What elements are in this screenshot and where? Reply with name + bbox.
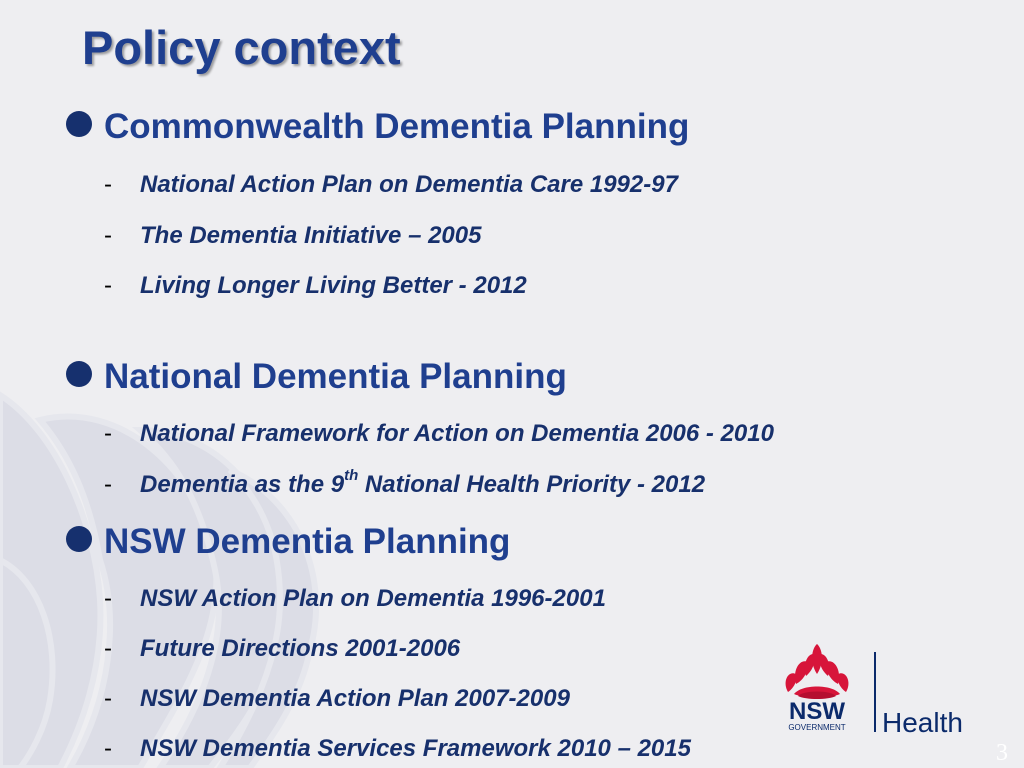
dash-marker: - — [104, 171, 112, 198]
list-item — [104, 684, 570, 714]
slide-number: 3 — [996, 740, 1008, 766]
dash-marker: - — [104, 272, 112, 299]
list-item — [104, 584, 606, 614]
logo-divider — [874, 652, 876, 732]
waratah-icon — [786, 644, 849, 699]
logo-government-text: GOVERNMENT — [788, 723, 846, 732]
list-item — [104, 734, 691, 764]
list-item-text: Future Directions 2001-2006 — [140, 635, 461, 662]
list-item-text: The Dementia Initiative – 2005 — [140, 222, 482, 249]
section-heading-label: National Dementia Planning — [104, 357, 567, 396]
nsw-health-logo — [776, 640, 986, 740]
section-heading-national — [66, 357, 567, 397]
list-item — [104, 634, 460, 664]
bullet-icon — [66, 111, 92, 137]
ordinal-superscript: th — [344, 467, 359, 484]
dash-marker: - — [104, 735, 112, 762]
section-heading-label: Commonwealth Dementia Planning — [104, 107, 690, 146]
list-item-text: NSW Action Plan on Dementia 1996-2001 — [140, 585, 606, 612]
list-item — [104, 170, 678, 200]
slide-title: Policy context — [82, 21, 401, 74]
list-item-text: National Framework for Action on Dementia 2006 - 2010 — [140, 420, 774, 447]
list-item-text — [140, 467, 706, 498]
list-item — [104, 419, 774, 449]
dash-marker: - — [104, 685, 112, 712]
list-item-text-after: National Health Priority - 2012 — [358, 471, 706, 498]
bullet-icon — [66, 361, 92, 387]
logo-health-text: Health — [882, 707, 963, 738]
section-heading-label: NSW Dementia Planning — [104, 522, 511, 561]
list-item — [104, 271, 527, 301]
list-item-text: NSW Dementia Action Plan 2007-2009 — [140, 685, 570, 712]
list-item — [104, 221, 481, 251]
list-item-text: NSW Dementia Services Framework 2010 – 2015 — [140, 735, 691, 762]
dash-marker: - — [104, 585, 112, 612]
list-item — [104, 467, 706, 500]
dash-marker: - — [104, 635, 112, 662]
list-item-text: National Action Plan on Dementia Care 1992-97 — [140, 171, 678, 198]
section-heading-commonwealth — [66, 107, 689, 147]
section-heading-nsw — [66, 522, 510, 562]
dash-marker: - — [104, 420, 112, 447]
list-item-text: Living Longer Living Better - 2012 — [140, 272, 527, 299]
bullet-icon — [66, 526, 92, 552]
dash-marker: - — [104, 222, 112, 249]
dash-marker: - — [104, 471, 112, 498]
list-item-text-before: Dementia as the 9 — [140, 471, 345, 498]
logo-nsw-text: NSW — [789, 698, 845, 725]
